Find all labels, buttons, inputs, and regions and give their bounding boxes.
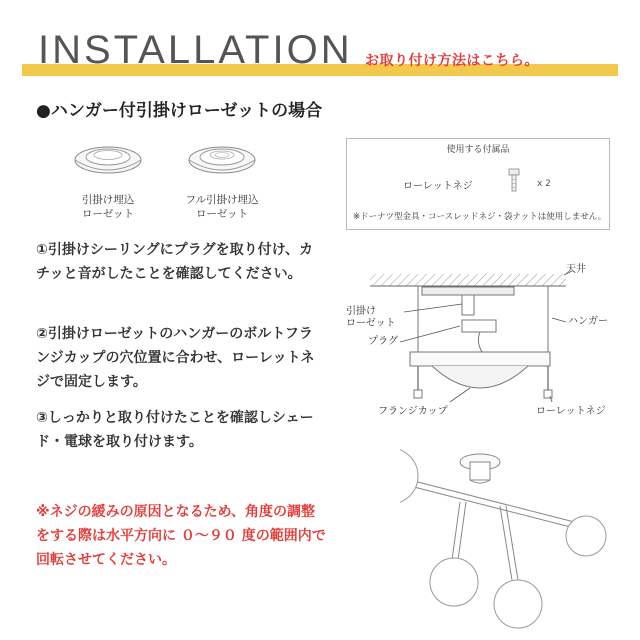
rosette-label-line1: 引掛け埋込: [81, 194, 135, 206]
label-ceiling: 天井: [566, 264, 586, 275]
accessory-item-name: ローレットネジ: [403, 181, 473, 192]
accessories-title: 使用する付属品: [446, 145, 510, 155]
page-title: INSTALLATION: [38, 28, 353, 72]
pendant-lamp-illustration: [400, 440, 610, 630]
label-rosette: [346, 306, 396, 330]
label-rosette-line2: ローゼット: [346, 318, 396, 329]
page-header: [0, 0, 640, 90]
rosette-label-line1: フル引掛け埋込: [185, 194, 259, 206]
warning-note: ※ネジの緩みの原因となるため、角度の調整をする際は水平方向に ０～９０ 度の範囲内で回転させてください。: [36, 504, 326, 568]
accessories-note: ※ドーナツ型金具・コースレッドネジ・袋ナットは使用しません。: [353, 212, 607, 222]
step-3: ③しっかりと取り付けたことを確認しシェード・電球を取り付けます。: [36, 410, 314, 450]
accessory-quantity: x 2: [537, 179, 551, 189]
label-rosette-line1: 引掛け: [346, 306, 376, 317]
knurled-screw-icon: [505, 167, 523, 195]
rosette-label-embedded: [48, 193, 168, 221]
step-1: ①引掛けシーリングにプラグを取り付け、カチッと音がしたことを確認してください。: [36, 242, 314, 282]
full-rosette-illustration: [186, 140, 258, 180]
label-knurled-screw: ローレットネジ: [536, 406, 606, 417]
rosette-label-full: [162, 193, 282, 221]
rosette-label-line2: ローゼット: [81, 208, 135, 220]
installation-guide-link[interactable]: お取り付け方法はこちら。: [365, 53, 539, 69]
label-plug: プラグ: [368, 336, 398, 347]
label-flange-cup: フランジカップ: [378, 406, 448, 417]
step-2: ②引掛けローゼットのハンガーのボルトフランジカップの穴位置に合わせ、ローレットネジで固定します。: [36, 326, 315, 390]
section-title: ●ハンガー付引掛けローゼットの場合: [36, 101, 323, 121]
mounting-diagram: [340, 250, 620, 434]
accessories-box: [346, 138, 610, 230]
rosette-label-line2: ローゼット: [195, 208, 249, 220]
embedded-rosette-illustration: [72, 140, 144, 180]
label-hanger: ハンガー: [568, 316, 608, 327]
